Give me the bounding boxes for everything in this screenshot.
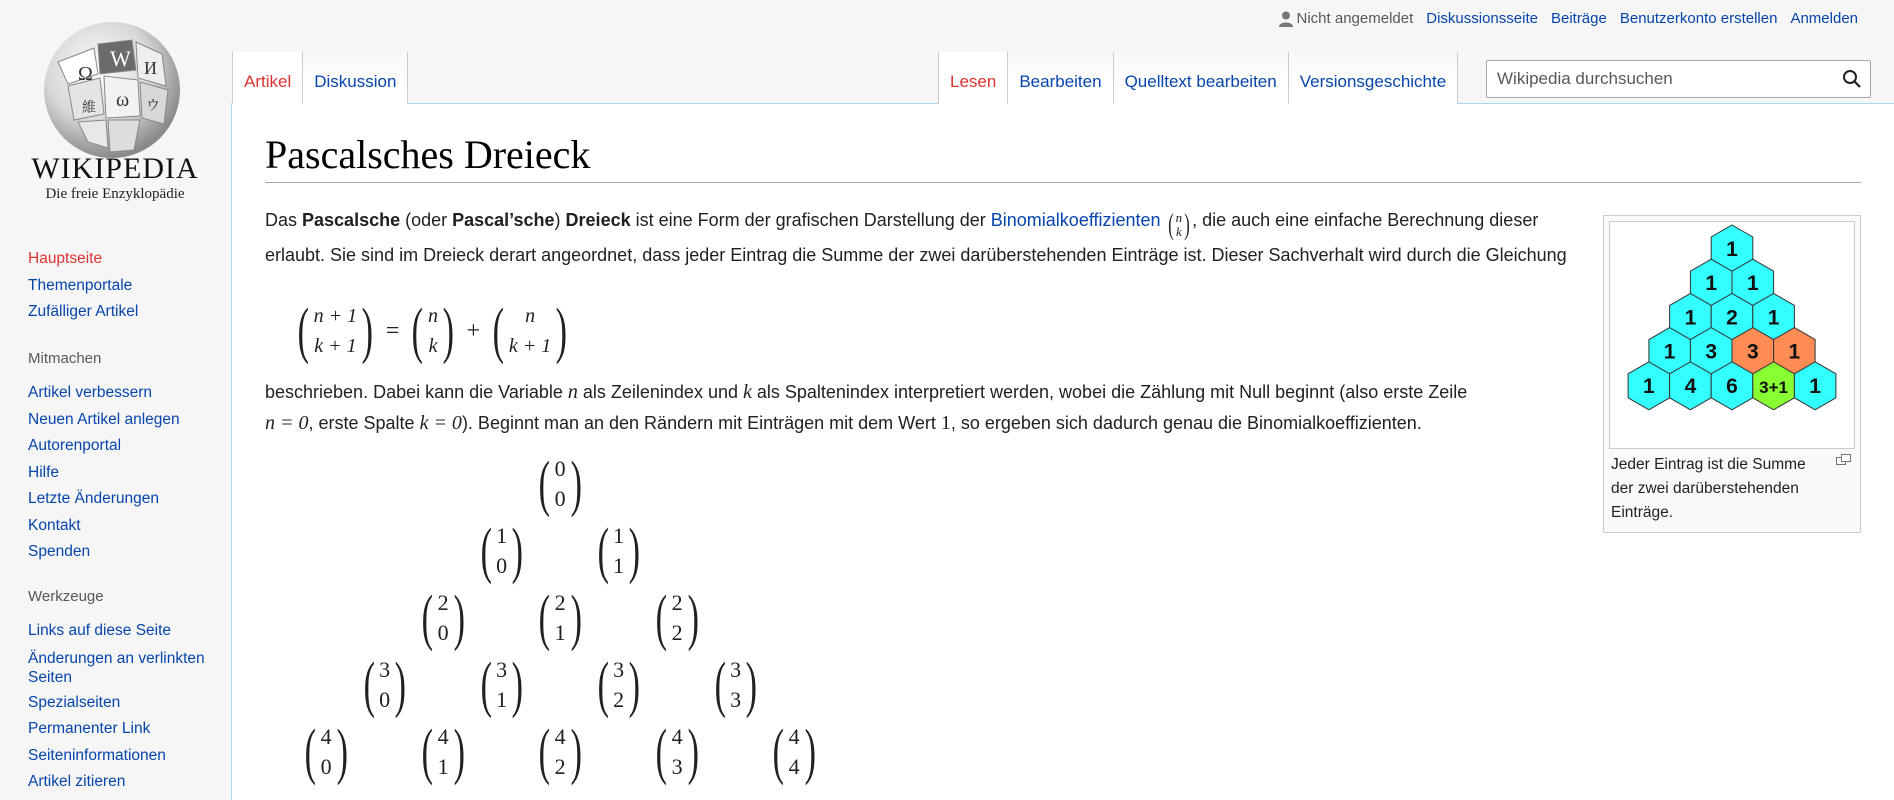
wikipedia-wordmark: WIKIPEDIA bbox=[31, 152, 199, 185]
sidebar-item-artikel-zitieren[interactable]: Artikel zitieren bbox=[28, 773, 126, 790]
hex-label-3-3: 1 bbox=[1788, 340, 1801, 364]
svg-text:Ω: Ω bbox=[78, 63, 93, 85]
search-input[interactable] bbox=[1487, 69, 1834, 89]
not-logged-in-label: Nicht angemeldet bbox=[1296, 10, 1414, 27]
puzzle-globe-icon bbox=[38, 14, 186, 162]
sidebar-heading-werkzeuge: Werkzeuge bbox=[28, 588, 104, 605]
bold-term-3: Dreieck bbox=[565, 210, 631, 230]
hex-label-2-1: 2 bbox=[1726, 306, 1738, 330]
hex-label-4-4: 1 bbox=[1809, 374, 1821, 398]
triangle-binom-2-0: ( 2 0 ) bbox=[421, 584, 465, 652]
bold-term-2: Pascal’sche bbox=[452, 210, 555, 230]
hex-label-0-0: 1 bbox=[1726, 238, 1738, 261]
explanation-paragraph: beschrieben. Dabei kann die Variable n als Zeilenindex und k als Spaltenindex interpretiert werden, wobei die Zählung mit Null beginnt (also erste Zeile n = 0, erste Spalte k = 0). Beginnt man an den Rändern mit Einträgen mit dem Wert 1, so ergeben sich dadurch genau die Binomialkoeffizienten. bbox=[265, 381, 1468, 434]
personal-tools bbox=[1279, 10, 1858, 27]
wikipedia-tagline: Die freie Enzyklopädie bbox=[45, 186, 185, 202]
search-icon bbox=[1842, 69, 1862, 89]
triangle-binom-4-4: ( 4 4 ) bbox=[772, 718, 816, 786]
pascal-hexagon-image[interactable] bbox=[1609, 221, 1855, 449]
hex-label-4-2: 6 bbox=[1726, 374, 1738, 398]
svg-text:ω: ω bbox=[116, 89, 130, 111]
svg-text:W: W bbox=[110, 46, 131, 71]
enlarge-icon[interactable] bbox=[1836, 454, 1851, 465]
bold-term-1: Pascalsche bbox=[302, 210, 401, 230]
contributions-link[interactable]: Beiträge bbox=[1550, 10, 1607, 27]
hex-label-1-0: 1 bbox=[1705, 272, 1718, 296]
triangle-binom-1-0: ( 1 0 ) bbox=[480, 517, 524, 585]
tab-diskussion[interactable]: Diskussion bbox=[302, 52, 408, 104]
triangle-binom-2-1: ( 2 1 ) bbox=[538, 584, 582, 652]
hexagon-triangle-graphic bbox=[1610, 222, 1854, 448]
sidebar-werkzeuge-nav bbox=[28, 618, 213, 796]
search-box bbox=[1486, 60, 1871, 98]
search-button[interactable] bbox=[1834, 61, 1870, 97]
triangle-binom-3-2: ( 3 2 ) bbox=[597, 651, 641, 719]
hex-label-3-2: 3 bbox=[1746, 340, 1759, 364]
sidebar-main-nav bbox=[28, 246, 138, 326]
sidebar-item-autorenportal[interactable]: Autorenportal bbox=[28, 437, 122, 454]
sidebar-item-permanenter-link[interactable]: Permanenter Link bbox=[28, 720, 151, 737]
binom-term2: ( n k + 1 ) bbox=[492, 297, 568, 365]
sidebar-heading-mitmachen: Mitmachen bbox=[28, 350, 102, 367]
svg-text:И: И bbox=[144, 58, 157, 78]
svg-text:ウ: ウ bbox=[146, 99, 160, 114]
sidebar-item-spenden[interactable]: Spenden bbox=[28, 543, 91, 560]
thumbnail-figure bbox=[1603, 215, 1861, 533]
binom-lhs: ( n + 1 k + 1 ) bbox=[297, 297, 374, 365]
create-account-link[interactable]: Benutzerkonto erstellen bbox=[1619, 10, 1778, 27]
sidebar-item-links-auf-diese-seite[interactable]: Links auf diese Seite bbox=[28, 622, 172, 639]
hex-label-2-2: 1 bbox=[1767, 306, 1780, 330]
triangle-binom-4-2: ( 4 2 ) bbox=[538, 718, 582, 786]
triangle-binom-1-1: ( 1 1 ) bbox=[597, 517, 641, 585]
triangle-binom-3-3: ( 3 3 ) bbox=[714, 651, 758, 719]
login-link[interactable]: Anmelden bbox=[1790, 10, 1858, 27]
not-logged-in bbox=[1279, 10, 1414, 27]
sidebar-mitmachen-nav bbox=[28, 380, 180, 566]
tab-bearbeiten[interactable]: Bearbeiten bbox=[1007, 52, 1112, 104]
hex-label-3-0: 1 bbox=[1663, 340, 1676, 364]
tab-versionsgeschichte[interactable]: Versionsgeschichte bbox=[1288, 52, 1458, 104]
sidebar-item-zufaelliger-artikel[interactable]: Zufälliger Artikel bbox=[28, 303, 139, 320]
triangle-binom-4-3: ( 4 3 ) bbox=[655, 718, 699, 786]
sidebar-item-neuen-artikel[interactable]: Neuen Artikel anlegen bbox=[28, 410, 180, 428]
hex-label-4-0: 1 bbox=[1643, 374, 1655, 398]
triangle-binom-4-0: ( 4 0 ) bbox=[304, 718, 348, 786]
sidebar-item-letzte-aenderungen[interactable]: Letzte Änderungen bbox=[28, 490, 159, 507]
hex-label-2-0: 1 bbox=[1684, 306, 1697, 330]
tab-quelltext-bearbeiten[interactable]: Quelltext bearbeiten bbox=[1113, 52, 1288, 104]
sidebar-item-aenderungen-verlinkt[interactable]: Änderungen an verlinkten Seiten bbox=[28, 649, 205, 686]
hex-label-4-1: 4 bbox=[1684, 374, 1697, 398]
title-divider bbox=[265, 182, 1861, 183]
view-tabs bbox=[938, 52, 1458, 104]
wikipedia-logo[interactable] bbox=[0, 0, 230, 220]
sidebar-item-hauptseite[interactable]: Hauptseite bbox=[28, 250, 103, 267]
page-title: Pascalsches Dreieck bbox=[265, 132, 591, 177]
namespace-tabs bbox=[232, 52, 408, 104]
sidebar-item-seiteninformationen[interactable]: Seiteninformationen bbox=[28, 746, 166, 764]
triangle-binom-3-1: ( 3 1 ) bbox=[480, 651, 524, 719]
thumbnail-caption: Jeder Eintrag ist die Summe der zwei darüberstehenden Einträge. bbox=[1611, 456, 1806, 521]
triangle-binom-0-0: ( 0 0 ) bbox=[538, 450, 582, 518]
hex-label-4-3: 3+1 bbox=[1759, 377, 1788, 397]
intro-paragraph: Das Pascalsche (oder Pascal’sche) Dreieck ist eine Form der grafischen Darstellung der Binomialkoeffizienten ( n k ) , die auch eine einfache Berechnung dieser erlaubt. Sie sind im Dreieck derart angeordnet, dass jeder Eintrag die Summe der zwei darüberstehenden Einträge ist. Dieser Sachverhalt wird durch die Gleichung bbox=[265, 208, 1567, 265]
sidebar-item-themenportale[interactable]: Themenportale bbox=[28, 276, 133, 294]
inline-binomial: ( n k ) bbox=[1167, 208, 1190, 241]
recurrence-equation: ( n + 1 k + 1 ) = ( n k ) + ( n k + 1 ) bbox=[293, 300, 572, 362]
sidebar-item-hilfe[interactable]: Hilfe bbox=[28, 463, 60, 481]
triangle-binom-2-2: ( 2 2 ) bbox=[655, 584, 699, 652]
hex-label-1-1: 1 bbox=[1746, 272, 1759, 296]
triangle-binom-3-0: ( 3 0 ) bbox=[363, 651, 407, 719]
hex-label-3-1: 3 bbox=[1705, 340, 1718, 364]
svg-text:維: 維 bbox=[82, 101, 96, 116]
talk-link[interactable]: Diskussionsseite bbox=[1426, 10, 1538, 27]
sidebar-item-spezialseiten[interactable]: Spezialseiten bbox=[28, 693, 121, 711]
tab-artikel[interactable]: Artikel bbox=[232, 52, 302, 104]
user-icon bbox=[1279, 11, 1293, 27]
sidebar-item-artikel-verbessern[interactable]: Artikel verbessern bbox=[28, 384, 153, 401]
triangle-binom-4-1: ( 4 1 ) bbox=[421, 718, 465, 786]
tab-lesen[interactable]: Lesen bbox=[938, 52, 1007, 104]
binom-term1: ( n k ) bbox=[412, 297, 455, 365]
sidebar-item-kontakt[interactable]: Kontakt bbox=[28, 516, 81, 534]
binomialkoeffizienten-link[interactable]: Binomialkoeffizienten bbox=[990, 210, 1161, 230]
